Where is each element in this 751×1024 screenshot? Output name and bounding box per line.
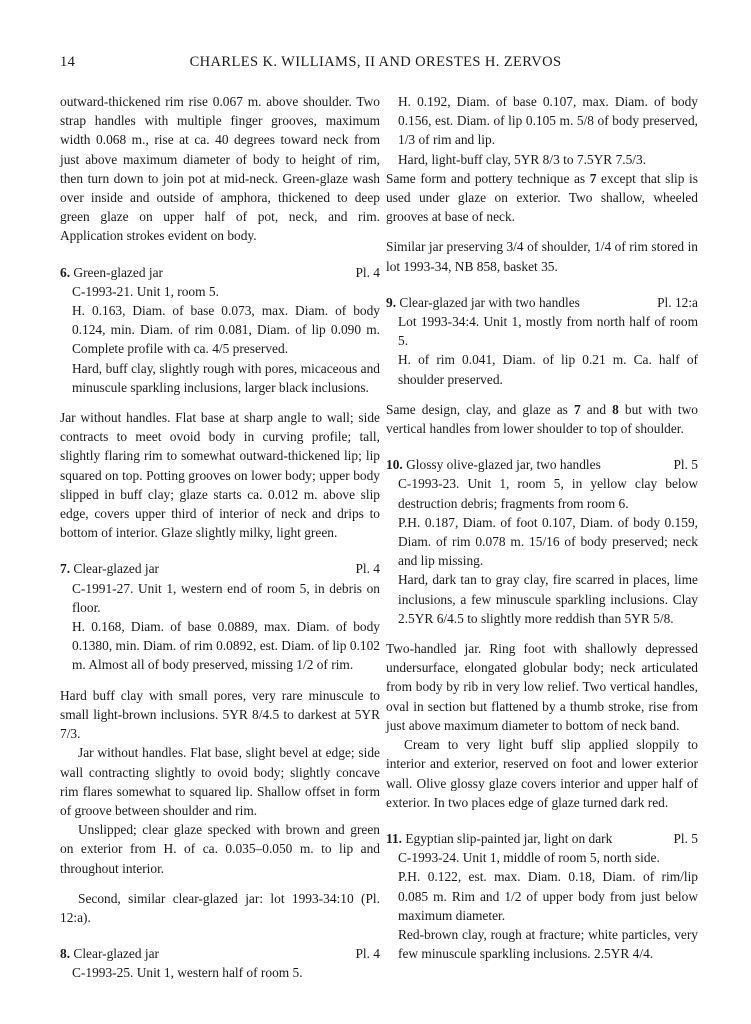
entry-6-heading: [60, 263, 380, 282]
entry-9-heading: [386, 293, 698, 312]
entry-title: Glossy olive-glazed jar, two handles: [406, 457, 601, 473]
plate-reference: Pl. 4: [355, 946, 380, 962]
entry-7-catalog: [60, 579, 380, 675]
dimensions: H. of rim 0.041, Diam. of lip 0.21 m. Ca. half of shoulder preserved.: [398, 352, 698, 387]
entry-10-heading: [386, 455, 698, 474]
left-column: [60, 92, 380, 983]
entry-number: 11.: [386, 830, 402, 846]
cross-reference: 7: [573, 401, 581, 417]
dimensions: P.H. 0.122, est. max. Diam. 0.18, Diam. of rim/lip 0.085 m. Rim and 1/2 of upper body from just below maximum diameter.: [398, 869, 698, 923]
right-column: [386, 92, 698, 963]
entry-7-glaze: Unslipped; clear glaze specked with brown and green on exterior from H. of ca. 0.035–0.050 m. to lip and throughout interior.: [60, 822, 380, 876]
entry-6-catalog: [60, 282, 380, 397]
entry-7-fabric: Hard buff clay with small pores, very rare minuscule to small light-brown inclusions. 5YR 8/4.5 to darkest at 5YR 7/3.: [60, 687, 380, 742]
entry-8-catalog-continued: [386, 92, 698, 169]
entry-number: 6.: [60, 264, 71, 280]
entry-9-catalog: [386, 312, 698, 389]
fabric: Hard, dark tan to gray clay, fire scarred in places, lime inclusions, a few minuscule sparkling inclusions. Clay 2.5YR 6/4.5 to slightly more reddish than 5YR 5/8.: [398, 572, 698, 626]
entry-6-description: Jar without handles. Flat base at sharp angle to wall; side contracts to meet ovoid body in curving profile; tall, slightly flaring rim to somewhat outward-thickened lip; lip squared on top. Potting grooves on lower body; upper body slipped in buff clay; glaze starts ca. 0.012 m. above slip edge, covers upper third of interior of neck and drips to bottom of interior. Glaze slightly milky, light green.: [60, 410, 380, 541]
entry-title: Green-glazed jar: [73, 264, 163, 280]
entry-8-heading: [60, 944, 380, 963]
entry-11-heading: [386, 829, 698, 848]
entry-7-description: Jar without handles. Flat base, slight bevel at edge; side wall contracting slightly to ovoid body; slightly concave rim flares somewhat to squared lip. Shallow offset in form of groove between shoulder and rim.: [60, 745, 380, 818]
entry-8-description: Same form and pottery technique as 7 except that slip is used under glaze on exterior. Two shallow, wheeled grooves at base of neck.: [386, 170, 698, 225]
dimensions: H. 0.168, Diam. of base 0.0889, max. Diam. of body 0.1380, min. Diam. of rim 0.0892, est. Diam. of lip 0.102 m. Almost all of body preserved, missing 1/2 of rim.: [72, 619, 380, 673]
entry-number: 9.: [386, 294, 397, 310]
plate-reference: Pl. 4: [355, 561, 380, 577]
continued-description: outward-thickened rim rise 0.067 m. above shoulder. Two strap handles with multiple finger grooves, maximum width 0.068 m., rise at ca. 40 degrees toward neck from just above maximum diameter of body to height of rim, then turn down to join pot at mid-neck. Green-glaze wash over inside and outside of amphora, thickened to deep green glaze on upper half of pot, neck, and rim. Application strokes evident on body.: [60, 94, 380, 244]
page-number: 14: [60, 54, 76, 70]
entry-title: Clear-glazed jar: [73, 561, 160, 577]
inventory-line: Lot 1993-34:4. Unit 1, mostly from north half of room 5.: [398, 314, 698, 349]
entry-8-similar: Similar jar preserving 3/4 of shoulder, 1/4 of rim stored in lot 1993-34, NB 858, basket 35.: [386, 239, 698, 274]
inventory-line: C-1993-24. Unit 1, middle of room 5, north side.: [398, 850, 660, 866]
entry-title: Egyptian slip-painted jar, light on dark: [405, 830, 613, 846]
plate-reference: Pl. 12:a: [657, 294, 698, 310]
plate-reference: Pl. 5: [673, 830, 698, 846]
fabric: Red-brown clay, rough at fracture; white particles, very few minuscule sparkling inclusions. 2.5YR 4/4.: [398, 926, 698, 962]
entry-10-catalog: [386, 474, 698, 628]
inventory-line: C-1993-23. Unit 1, room 5, in yellow clay below destruction debris; fragments from room 6.: [398, 476, 698, 511]
dimensions: H. 0.163, Diam. of base 0.073, max. Diam. of body 0.124, min. Diam. of rim 0.081, Diam. of lip 0.090 m. Complete profile with ca. 4/5 preserved.: [72, 303, 380, 357]
dimensions: P.H. 0.187, Diam. of foot 0.107, Diam. of body 0.159, Diam. of rim 0.078 m. 15/16 of body preserved; neck and lip missing.: [398, 514, 698, 569]
inventory-line: C-1993-25. Unit 1, western half of room 5.: [72, 965, 303, 981]
inventory-line: C-1993-21. Unit 1, room 5.: [72, 283, 219, 299]
entry-number: 7.: [60, 561, 71, 577]
entry-11-catalog: [386, 848, 698, 963]
entry-title: Clear-glazed jar with two handles: [399, 294, 580, 310]
plate-reference: Pl. 4: [355, 264, 380, 280]
entry-8-catalog: [60, 963, 380, 982]
entry-9-description: Same design, clay, and glaze as 7 and 8 but with two vertical handles from lower shoulder to top of shoulder.: [386, 401, 698, 437]
entry-10-glaze: Cream to very light buff slip applied sloppily to interior and exterior, reserved on foot and lower exterior wall. Olive glossy glaze covers interior and upper half of exterior. In two places edge of glaze turned dark red.: [386, 737, 698, 810]
running-header: [60, 54, 691, 74]
entry-7-similar: Second, similar clear-glazed jar: lot 1993-34:10 (Pl. 12:a).: [60, 890, 380, 925]
running-title: CHARLES K. WILLIAMS, II AND ORESTES H. ZERVOS: [189, 54, 562, 70]
inventory-line: C-1991-27. Unit 1, western end of room 5, in debris on floor.: [72, 580, 380, 615]
cross-reference: 7: [589, 170, 597, 186]
entry-7-heading: [60, 559, 380, 578]
entry-number: 10.: [386, 457, 403, 473]
entry-title: Clear-glazed jar: [73, 946, 160, 962]
fabric: Hard, buff clay, slightly rough with pores, micaceous and minuscule sparkling inclusions, larger black inclusions.: [72, 360, 380, 395]
entry-number: 8.: [60, 946, 71, 962]
plate-reference: Pl. 5: [673, 457, 698, 473]
cross-reference: 8: [612, 401, 619, 417]
dimensions: H. 0.192, Diam. of base 0.107, max. Diam. of body 0.156, est. Diam. of lip 0.105 m. 5/8 of body preserved, 1/3 of rim and lip.: [398, 94, 698, 148]
entry-10-description: Two-handled jar. Ring foot with shallowly depressed undersurface, elongated globular body; neck articulated from body by rib in very low relief. Two vertical handles, oval in section but flattened by a thumb stroke, rise from just above maximum diameter to bottom of neck band.: [386, 641, 698, 733]
fabric: Hard, light-buff clay, 5YR 8/3 to 7.5YR 7.5/3.: [398, 151, 647, 167]
